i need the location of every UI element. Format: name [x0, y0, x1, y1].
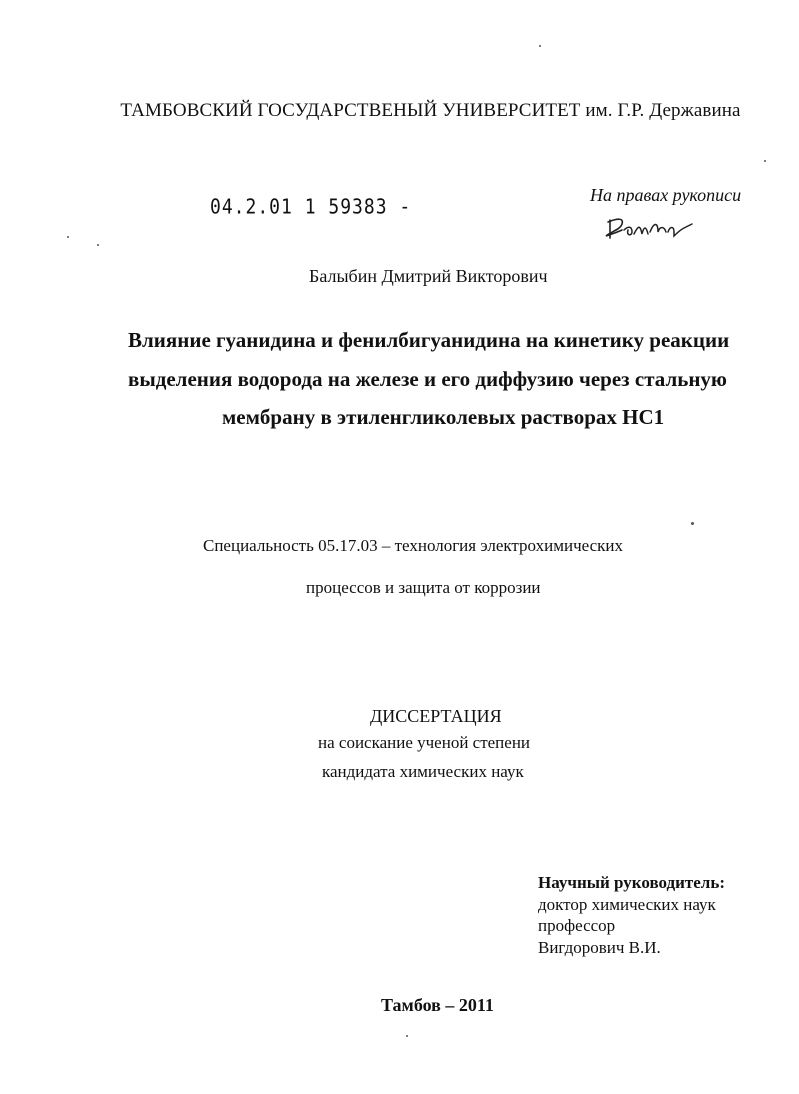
- scan-speck: [764, 160, 766, 162]
- city-year: Тамбов – 2011: [381, 995, 494, 1015]
- scan-speck: [67, 236, 69, 238]
- supervisor-name: Вигдорович В.И.: [538, 938, 661, 957]
- dissertation-title-line-3: мембрану в этиленгликолевых растворах НС1: [222, 405, 665, 429]
- scan-speck: [691, 522, 694, 525]
- dissertation-subtitle-line-2: кандидата химических наук: [322, 762, 524, 781]
- specialty-line-2: процессов и защита от коррозии: [306, 578, 541, 597]
- scan-speck: [539, 45, 541, 47]
- dissertation-label: ДИССЕРТАЦИЯ: [370, 706, 502, 726]
- dissertation-title-line-2: выделения водорода на железе и его диффузию через стальную: [128, 367, 727, 391]
- dissertation-subtitle-line-1: на соискание ученой степени: [318, 733, 531, 752]
- dissertation-title-line-1: Влияние гуанидина и фенилбигуанидина на кинетику реакции: [128, 328, 730, 352]
- specialty-line-1: Специальность 05.17.03 – технология электрохимических: [203, 536, 623, 555]
- manuscript-rights-label: На правах рукописи: [590, 185, 742, 205]
- registration-stamp-number: 04.2.01 1 59383 -: [210, 195, 412, 220]
- university-header: ТАМБОВСКИЙ ГОСУДАРСТВЕНЫЙ УНИВЕРСИТЕТ им. Г.Р. Державина: [120, 100, 741, 121]
- author-name: Балыбин Дмитрий Викторович: [309, 266, 548, 286]
- supervisor-degree: доктор химических наук: [538, 895, 716, 914]
- scan-speck: [97, 244, 99, 246]
- supervisor-position: профессор: [538, 916, 616, 935]
- supervisor-label: Научный руководитель:: [538, 873, 725, 892]
- handwritten-signature: [600, 212, 700, 244]
- scan-speck: [406, 1035, 408, 1037]
